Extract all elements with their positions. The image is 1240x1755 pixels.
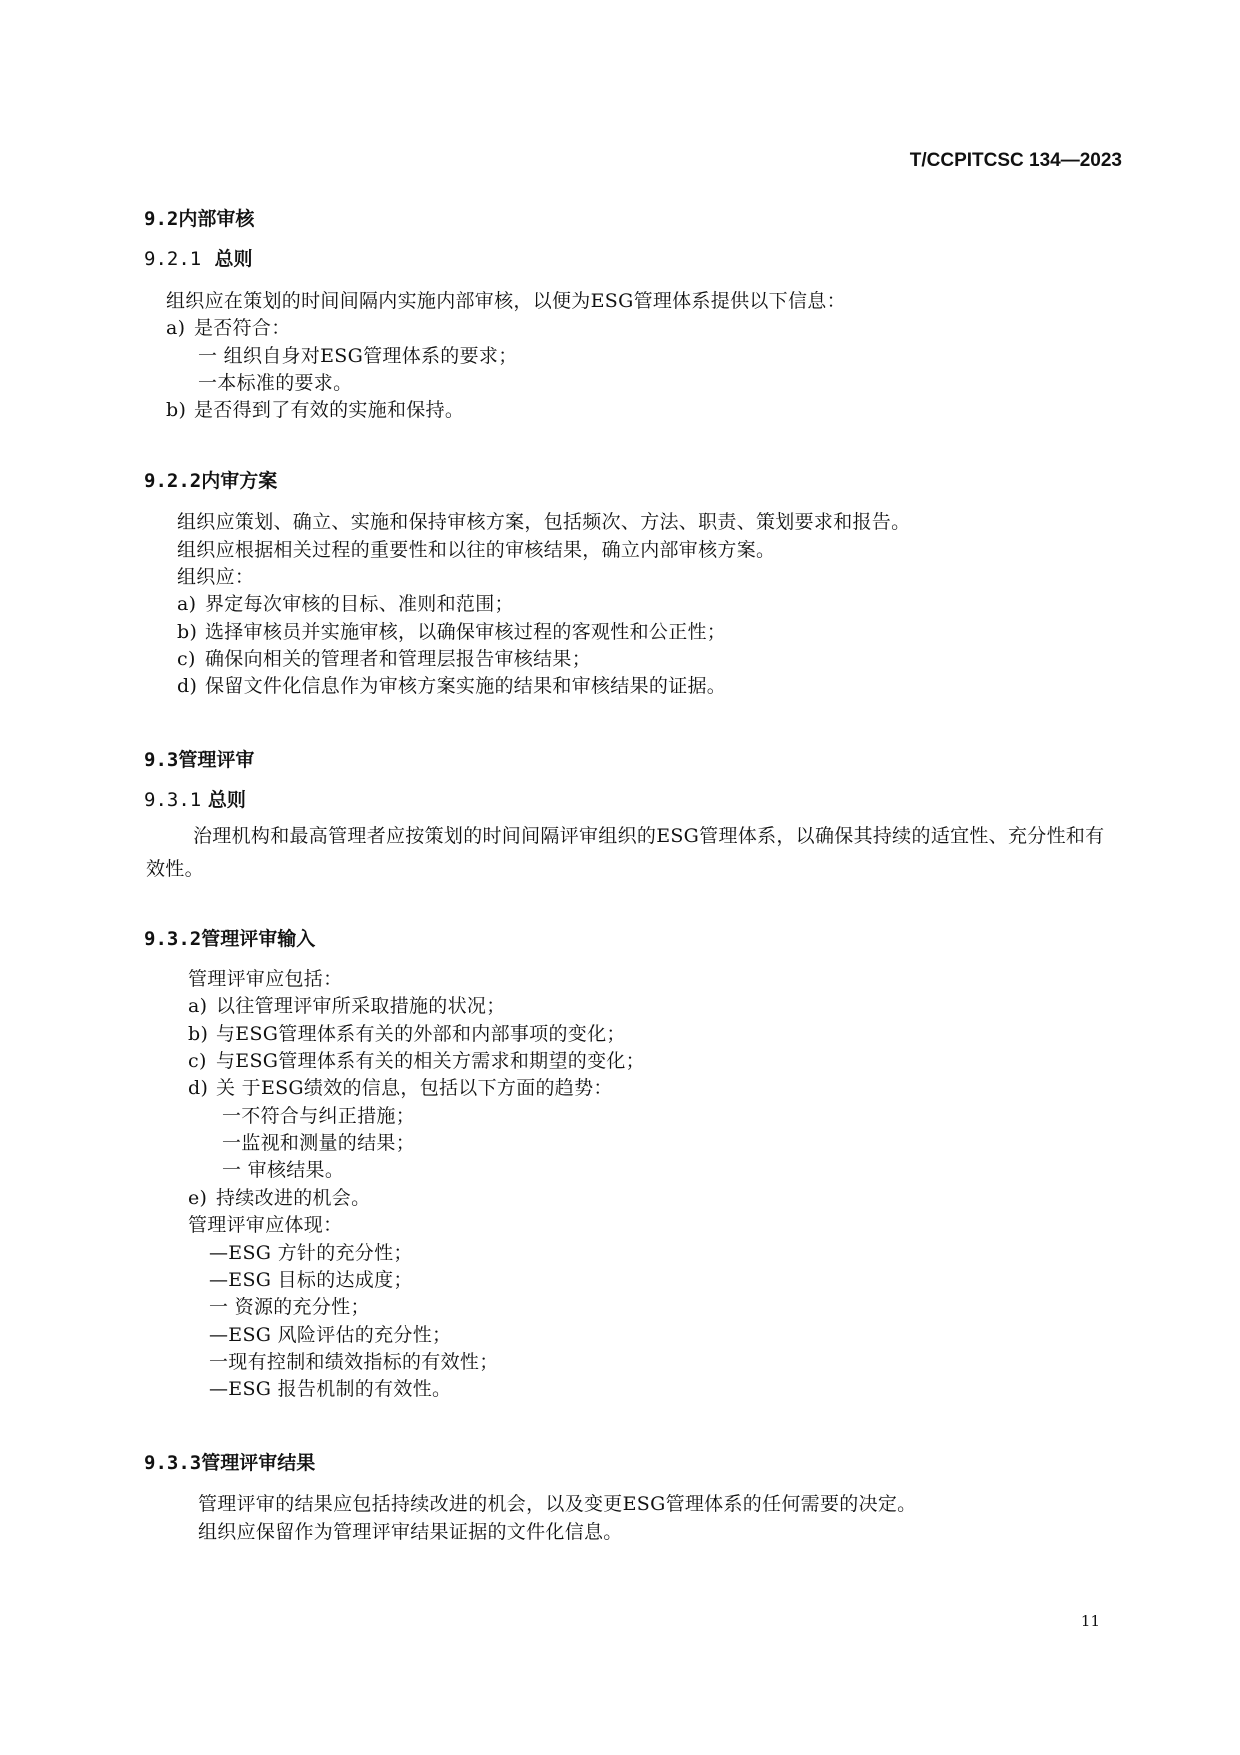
section-title: 管理评审输入 bbox=[201, 928, 316, 950]
section-number: 9.3.1 bbox=[144, 789, 202, 811]
list-text: 关 于ESG绩效的信息，包括以下方面的趋势： bbox=[216, 1077, 613, 1099]
list-item bbox=[188, 1019, 626, 1046]
paragraph: 治理机构和最高管理者应按策划的时间间隔评审组织的ESG管理体系，以确保其持续的适宜性、充分性和有效性。 bbox=[146, 825, 1105, 880]
list-text: 是否符合： bbox=[194, 317, 291, 339]
section-title: 内审方案 bbox=[201, 470, 278, 492]
section-number: 9.2.1 bbox=[144, 248, 202, 270]
section-9-3-3-heading bbox=[144, 1448, 315, 1475]
list-marker: a) bbox=[188, 995, 208, 1017]
list-marker: d) bbox=[177, 675, 198, 697]
list-item bbox=[177, 644, 591, 671]
list-item bbox=[166, 395, 464, 422]
paragraph: 组织应根据相关过程的重要性和以往的审核结果，确立内部审核方案。 bbox=[177, 539, 776, 561]
sub-item: 一 组织自身对ESG管理体系的要求； bbox=[198, 345, 518, 367]
paragraph: 组织应保留作为管理评审结果证据的文件化信息。 bbox=[198, 1521, 623, 1543]
list-marker: c) bbox=[177, 648, 196, 670]
list-marker: b) bbox=[166, 399, 187, 421]
page-number: 11 bbox=[1080, 1612, 1100, 1630]
reflect-item: —ESG 风险评估的充分性； bbox=[209, 1324, 452, 1346]
section-title: 管理评审 bbox=[178, 749, 255, 771]
section-9-2-1-heading bbox=[144, 244, 252, 271]
list-marker: b) bbox=[188, 1023, 209, 1045]
section-title: 总则 bbox=[214, 248, 253, 270]
sub-item: 一 审核结果。 bbox=[222, 1159, 345, 1181]
list-item bbox=[177, 589, 514, 616]
section-title: 总则 bbox=[207, 789, 246, 811]
paragraph: 管理评审应包括： bbox=[188, 968, 343, 990]
list-item bbox=[188, 1073, 613, 1100]
list-text: 是否得到了有效的实施和保持。 bbox=[194, 399, 465, 421]
list-text: 确保向相关的管理者和管理层报告审核结果； bbox=[205, 648, 592, 670]
reflect-item: —ESG 方针的充分性； bbox=[209, 1242, 413, 1264]
sub-item: 一监视和测量的结果； bbox=[222, 1132, 416, 1154]
list-marker: a) bbox=[166, 317, 186, 339]
section-number: 9.3.3 bbox=[144, 1452, 202, 1474]
list-marker: d) bbox=[188, 1077, 209, 1099]
paragraph: 管理评审的结果应包括持续改进的机会，以及变更ESG管理体系的任何需要的决定。 bbox=[198, 1493, 917, 1515]
list-marker: a) bbox=[177, 593, 197, 615]
list-text: 持续改进的机会。 bbox=[216, 1187, 371, 1209]
section-title: 内部审核 bbox=[178, 208, 255, 230]
reflect-item: —ESG 报告机制的有效性。 bbox=[209, 1378, 452, 1400]
list-item bbox=[188, 991, 506, 1018]
section-number: 9.2 bbox=[144, 208, 179, 230]
section-9-3-1-heading bbox=[144, 785, 246, 812]
list-marker: e) bbox=[188, 1187, 208, 1209]
paragraph: 组织应： bbox=[177, 566, 255, 588]
sub-item: 一不符合与纠正措施； bbox=[222, 1105, 416, 1127]
reflect-item: 一现有控制和绩效指标的有效性； bbox=[209, 1351, 499, 1373]
section-title: 管理评审结果 bbox=[201, 1452, 316, 1474]
section-9-2-2-heading bbox=[144, 466, 277, 493]
paragraph: 管理评审应体现： bbox=[188, 1214, 343, 1236]
list-marker: c) bbox=[188, 1050, 207, 1072]
section-9-2-heading bbox=[144, 204, 254, 231]
list-text: 选择审核员并实施审核，以确保审核过程的客观性和公正性； bbox=[205, 621, 727, 643]
list-item bbox=[188, 1183, 370, 1210]
reflect-item: 一 资源的充分性； bbox=[209, 1296, 370, 1318]
section-9-3-2-heading bbox=[144, 924, 315, 951]
document-code: T/CCPITCSC 134—2023 bbox=[909, 150, 1122, 171]
section-number: 9.3 bbox=[144, 749, 179, 771]
section-number: 9.2.2 bbox=[144, 470, 202, 492]
list-item bbox=[166, 313, 291, 340]
list-text: 以往管理评审所采取措施的状况； bbox=[216, 995, 506, 1017]
section-9-3-heading bbox=[144, 745, 254, 772]
reflect-item: —ESG 目标的达成度； bbox=[209, 1269, 413, 1291]
paragraph: 组织应策划、确立、实施和保持审核方案，包括频次、方法、职责、策划要求和报告。 bbox=[177, 511, 911, 533]
list-item bbox=[177, 671, 726, 698]
list-item bbox=[177, 617, 726, 644]
list-text: 保留文件化信息作为审核方案实施的结果和审核结果的证据。 bbox=[205, 675, 727, 697]
list-text: 与ESG管理体系有关的相关方需求和期望的变化； bbox=[216, 1050, 645, 1072]
paragraph: 组织应在策划的时间间隔内实施内部审核，以便为ESG管理体系提供以下信息： bbox=[166, 290, 846, 312]
section-number: 9.3.2 bbox=[144, 928, 202, 950]
sub-item: 一本标准的要求。 bbox=[198, 372, 353, 394]
list-marker: b) bbox=[177, 621, 198, 643]
list-text: 界定每次审核的目标、准则和范围； bbox=[205, 593, 514, 615]
list-item bbox=[188, 1046, 645, 1073]
list-text: 与ESG管理体系有关的外部和内部事项的变化； bbox=[216, 1023, 626, 1045]
